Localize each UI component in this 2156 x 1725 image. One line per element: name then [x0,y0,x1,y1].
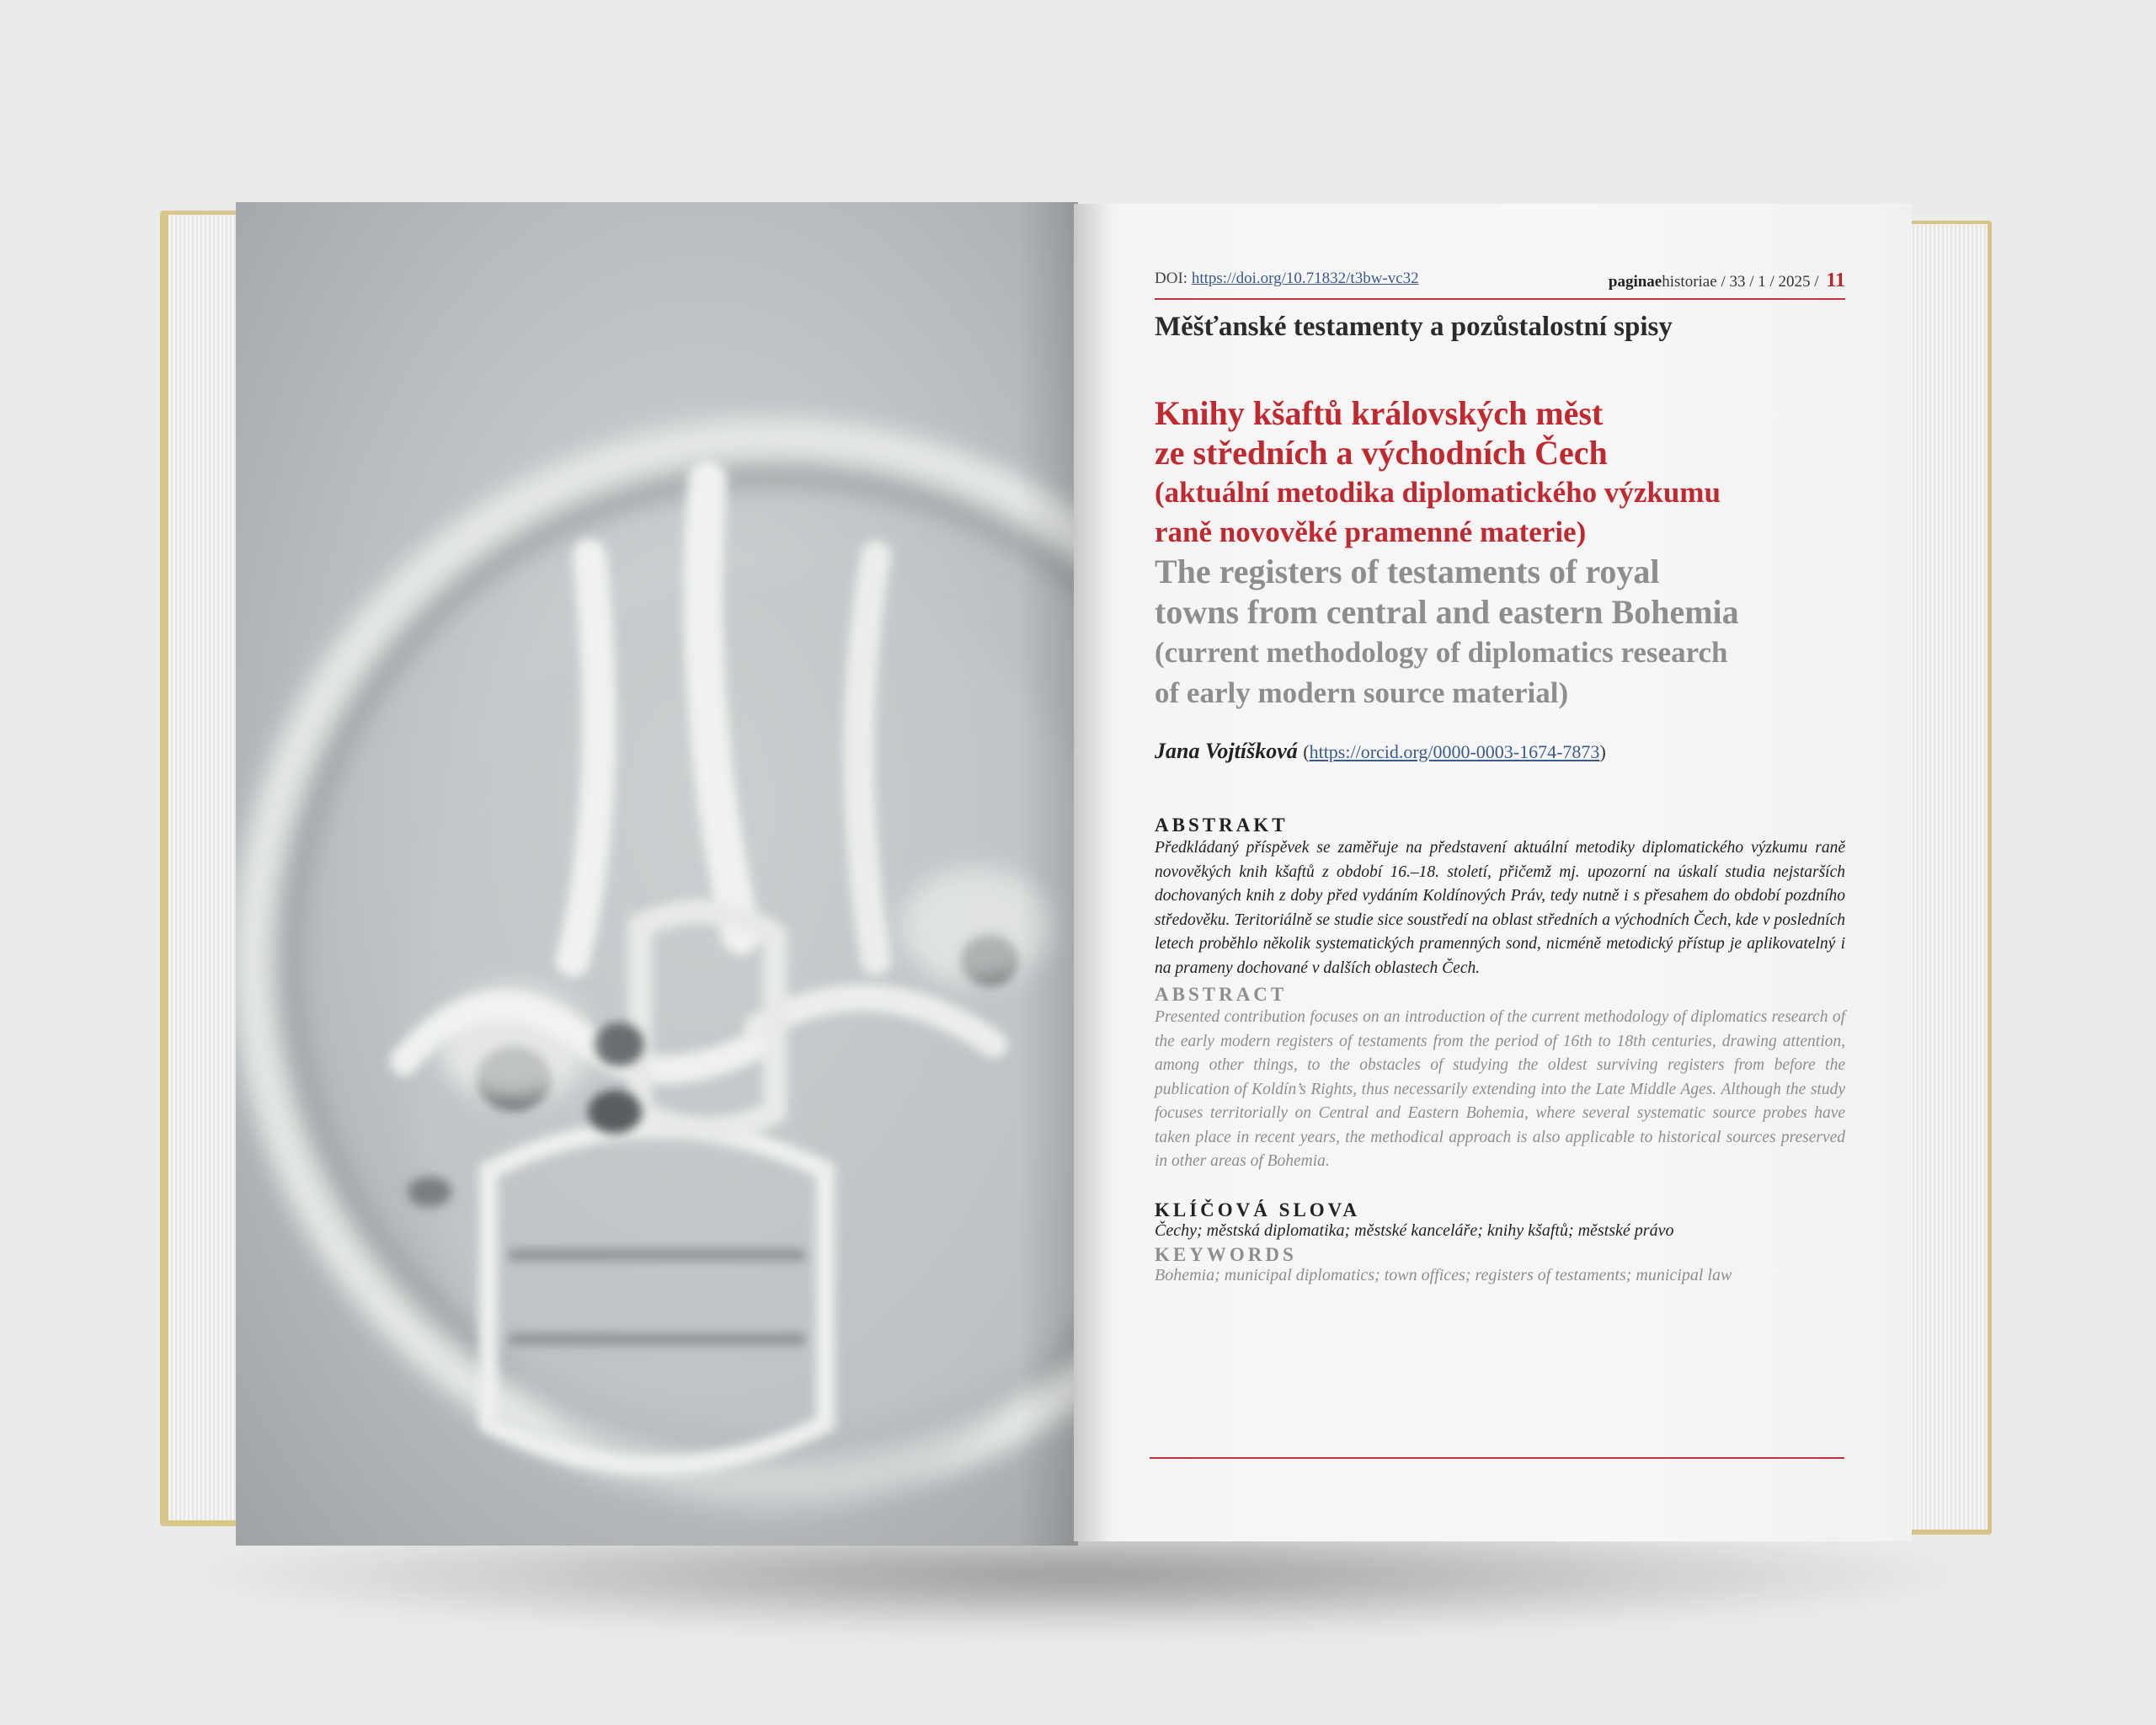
issue-info: / 33 / 1 / 2025 / [1716,273,1823,291]
doi [1155,270,1419,288]
page-edges-right [1910,224,1988,1530]
doi-link[interactable]: https://doi.org/10.71832/t3bw-vc32 [1191,270,1419,287]
subtitle-en-line: (current methodology of diplomatics research [1155,636,1728,669]
orcid-link[interactable]: https://orcid.org/0000-0003-1674-7873 [1309,741,1600,762]
title-cz-line: ze středních a východních Čech [1155,434,1608,472]
subtitle-english [1155,633,1845,713]
page-edges-left [168,215,244,1520]
subtitle-cz-line: raně novověké pramenné materie) [1155,515,1587,548]
title-en-line: towns from central and eastern Bohemia [1155,593,1739,631]
article-content [1155,270,1845,1285]
subtitle-czech [1155,473,1845,552]
right-gutter-shade [1074,204,1107,1541]
running-header [1155,270,1845,293]
abstract-cz-label: ABSTRAKT [1155,814,1289,836]
keywords-cz-label: KLÍČOVÁ SLOVA [1155,1199,1360,1220]
footer-rule [1150,1457,1844,1459]
keywords-cz-text: Čechy; městská diplomatika; městské kanceláře; knihy kšaftů; městské právo [1155,1220,1674,1240]
title-cz-line: Knihy kšaftů královských měst [1155,394,1604,432]
subtitle-cz-line: (aktuální metodika diplomatického výzkumu [1155,476,1721,509]
journal-issue [1609,270,1845,292]
title-english [1155,552,1845,633]
keywords-en-text: Bohemia; municipal diplomatics; town offices; registers of testaments; municipal law [1155,1265,1732,1284]
page-number: 11 [1826,270,1845,291]
keywords-en-label: KEYWORDS [1155,1243,1297,1265]
journal-name-light: historiae [1662,273,1717,291]
author-name: Jana Vojtíšková [1155,739,1298,763]
journal-name-bold: paginae [1608,273,1662,291]
left-gutter-shade [1019,202,1078,1546]
abstract-cz-text: Předkládaný příspěvek se zaměřuje na představení aktuální metodiky diplomatického výzkumu raně novověkých knih kšaftů z období 16.–18. století, přičemž mj. upozorní na úskalí studia nejstarších dochovaných knih z doby před vydáním Koldínových Práv, tedy nutně i s přesahem do období pozdního středověku. Teritoriálně se studie sice soustředí na oblast středních a východních Čech, kde v posledních letech proběhlo několik systematických pramenných sond, nicméně metodický přístup je aplikovatelný i na prameny dochované v dalších oblastech Čech. [1155,839,1845,977]
section-title: Měšťanské testamenty a pozůstalostní spisy [1155,312,1673,342]
abstract-en-text: Presented contribution focuses on an introduction of the current methodology of diplomatics research of the early modern registers of testaments from the period of 16th to 18th centuries, drawing attention, among other things, to the obstacles of studying the oldest surviving registers from before the publication of Koldín’s Rights, thus necessarily extending into the Late Middle Ages. Although the study focuses territorially on Central and Eastern Bohemia, where several systematic source probes have taken place in recent years, the methodical approach is also applicable to historical sources preserved in other areas of Bohemia. [1155,1008,1845,1170]
title-en-line: The registers of testaments of royal [1155,553,1660,590]
author-line: Jana Vojtíšková (https://orcid.org/0000-0003-1674-7873) [1155,739,1606,763]
wax-seal-image [236,202,1078,1546]
title-czech [1155,393,1845,473]
left-page-seal-photo [236,202,1078,1546]
right-page [1074,204,1912,1541]
header-rule [1155,298,1845,300]
abstract-en-label: ABSTRACT [1155,984,1288,1005]
doi-prefix: DOI: [1155,270,1188,287]
subtitle-en-line: of early modern source material) [1155,676,1569,709]
